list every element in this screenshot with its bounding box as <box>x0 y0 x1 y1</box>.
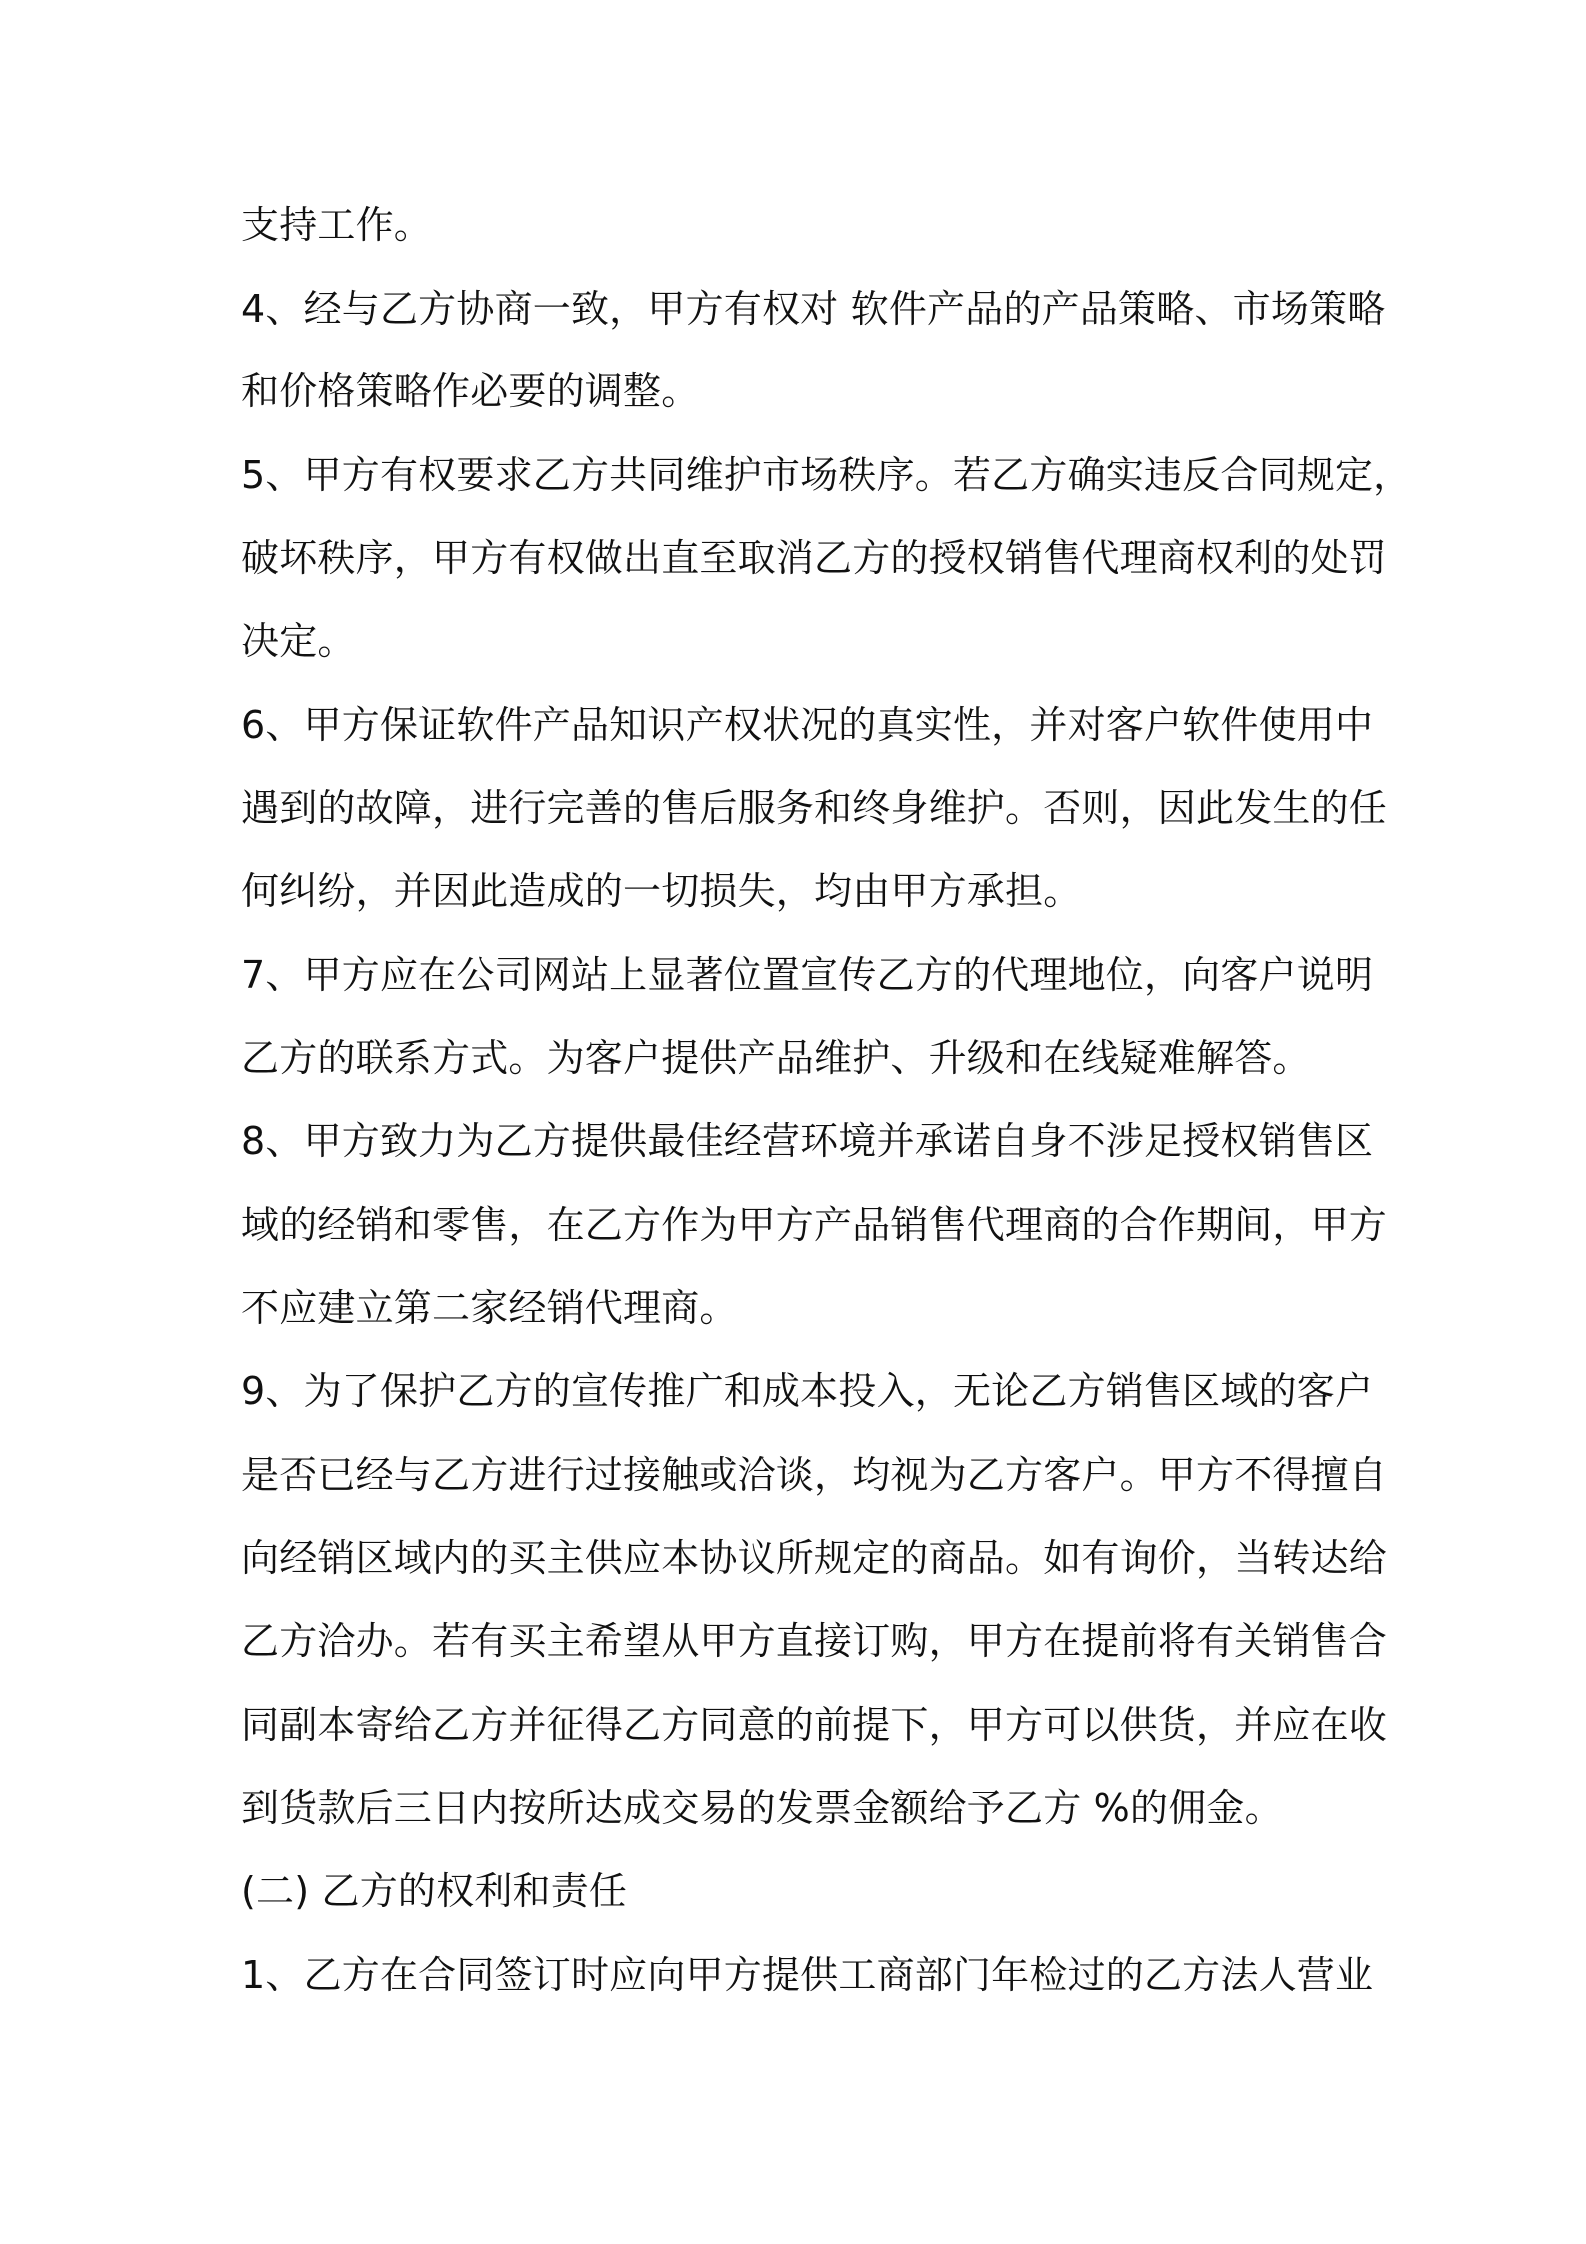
text-line: 决定。 <box>241 619 356 663</box>
text-line: 9、为了保护乙方的宣传推广和成本投入，无论乙方销售区域的客户 <box>241 1369 1374 1413</box>
text-line: 破坏秩序，甲方有权做出直至取消乙方的授权销售代理商权利的处罚 <box>241 536 1388 580</box>
text-line: 同副本寄给乙方并征得乙方同意的前提下，甲方可以供货，并应在收 <box>241 1703 1388 1747</box>
text-line: 向经销区域内的买主供应本协议所规定的商品。如有询价，当转达给 <box>241 1536 1388 1580</box>
section-heading: (二) 乙方的权利和责任 <box>241 1869 628 1913</box>
text-line: 遇到的故障，进行完善的售后服务和终身维护。否则，因此发生的任 <box>241 786 1388 830</box>
text-line: 域的经销和零售，在乙方作为甲方产品销售代理商的合作期间，甲方 <box>241 1203 1388 1247</box>
text-line: 到货款后三日内按所达成交易的发票金额给予乙方 %的佣金。 <box>241 1786 1283 1830</box>
text-line: 和价格策略作必要的调整。 <box>241 369 700 413</box>
text-line: 4、经与乙方协商一致，甲方有权对 软件产品的产品策略、市场策略 <box>241 287 1386 331</box>
text-line: 5、甲方有权要求乙方共同维护市场秩序。若乙方确实违反合同规定， <box>241 453 1412 497</box>
text-line: 是否已经与乙方进行过接触或洽谈，均视为乙方客户。甲方不得擅自 <box>241 1453 1388 1497</box>
text-line: 1、乙方在合同签订时应向甲方提供工商部门年检过的乙方法人营业 <box>241 1953 1374 1997</box>
text-line: 7、甲方应在公司网站上显著位置宣传乙方的代理地位，向客户说明 <box>241 953 1374 997</box>
text-line: 不应建立第二家经销代理商。 <box>241 1286 738 1330</box>
text-line: 支持工作。 <box>241 203 433 247</box>
text-line: 6、甲方保证软件产品知识产权状况的真实性，并对客户软件使用中 <box>241 703 1374 747</box>
text-line: 何纠纷，并因此造成的一切损失，均由甲方承担。 <box>241 869 1082 913</box>
text-line: 8、甲方致力为乙方提供最佳经营环境并承诺自身不涉足授权销售区 <box>241 1119 1374 1163</box>
text-line: 乙方洽办。若有买主希望从甲方直接订购，甲方在提前将有关销售合 <box>241 1619 1388 1663</box>
text-line: 乙方的联系方式。为客户提供产品维护、升级和在线疑难解答。 <box>241 1036 1311 1080</box>
